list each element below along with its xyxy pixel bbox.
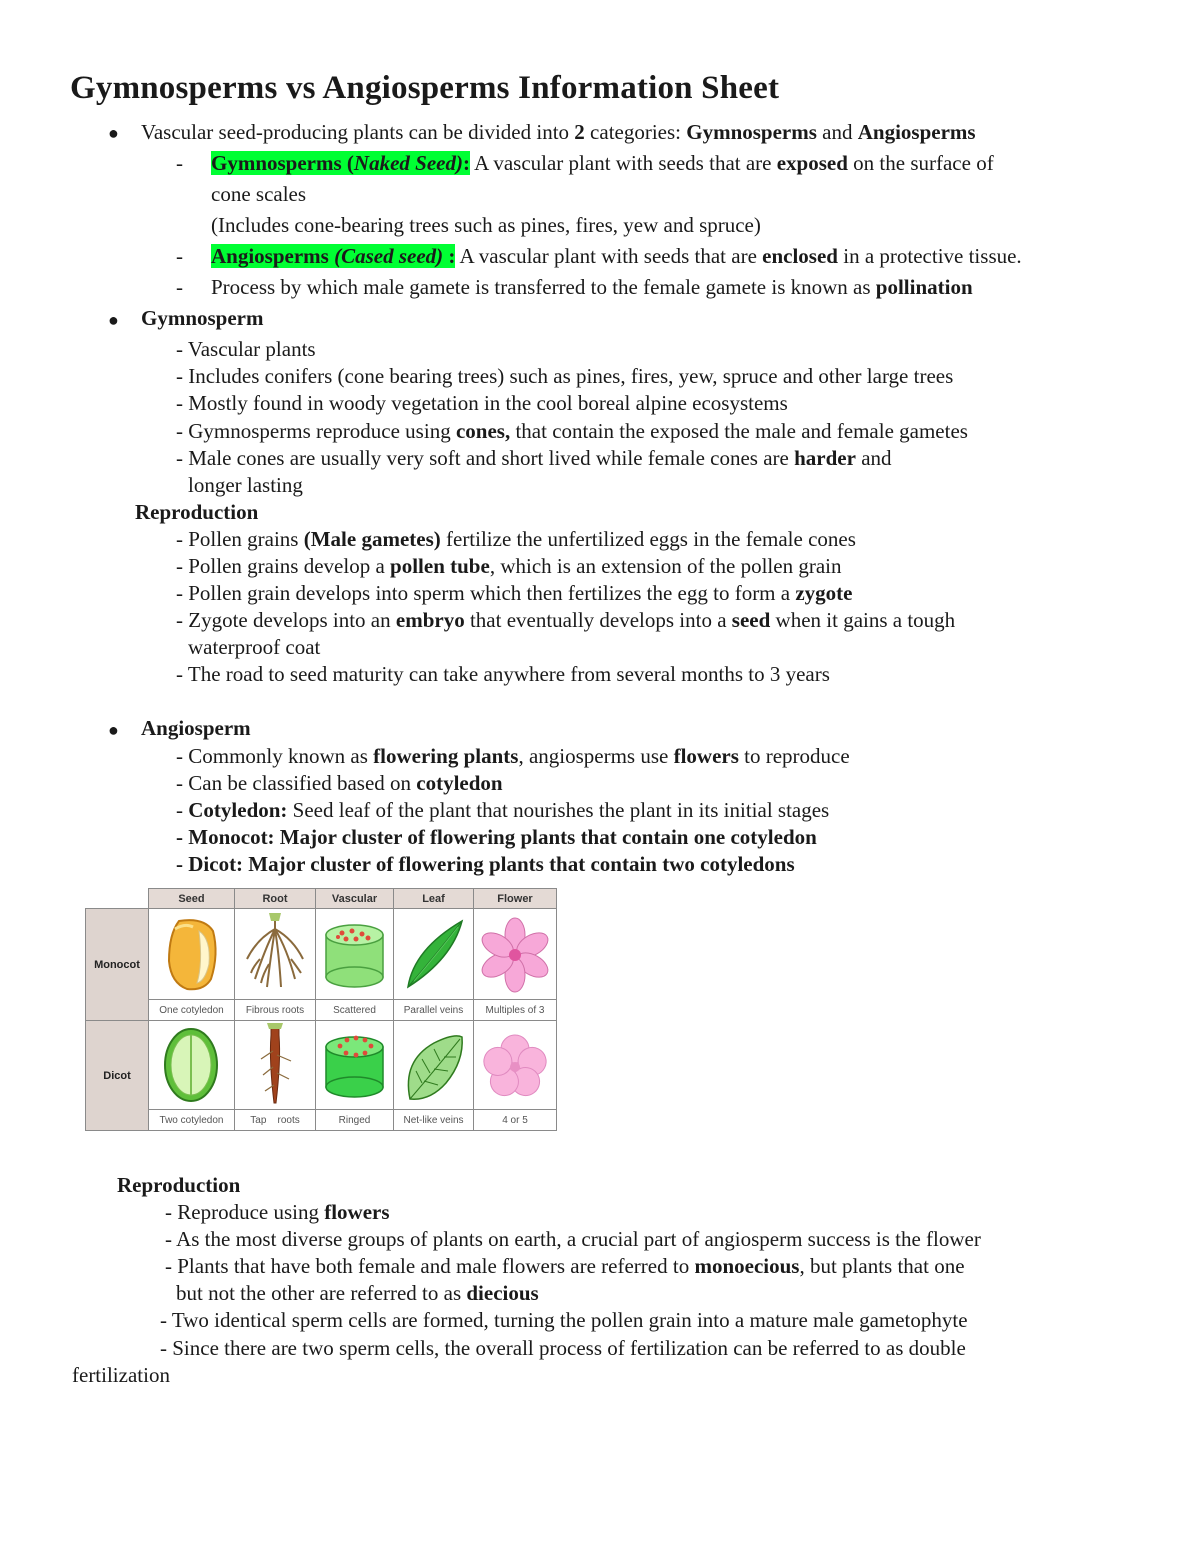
table-header-vascular: Vascular xyxy=(315,888,394,909)
angio-line-5: - Dicot: Major cluster of flowering plants that contain two cotyledons xyxy=(176,852,795,876)
monocot-leaf-image xyxy=(393,908,474,1000)
highlighted-term: Gymnosperms (Naked Seed): xyxy=(211,151,470,175)
monocot-vascular-caption: Scattered xyxy=(315,999,394,1021)
gymno-repro-1: - Pollen grains (Male gametes) fertilize the unfertilized eggs in the female cones xyxy=(176,527,856,551)
dash: - xyxy=(176,244,183,268)
page-title: Gymnosperms vs Angiosperms Information Sheet xyxy=(70,70,780,106)
gymno-reproduction-heading: Reproduction xyxy=(135,500,259,524)
dash: - xyxy=(176,151,183,175)
monocot-vascular-image xyxy=(315,908,394,1000)
angio-repro-3-cont: but not the other are referred to as diecious xyxy=(176,1281,539,1305)
gymno-repro-4: - Zygote develops into an embryo that eventually develops into a seed when it gains a tough xyxy=(176,608,956,632)
gymno-repro-4-cont: waterproof coat xyxy=(188,635,321,659)
angiosperm-heading: Angiosperm xyxy=(141,716,251,740)
gymno-line-2: - Includes conifers (cone bearing trees) such as pines, fires, yew, spruce and other large trees xyxy=(176,364,954,388)
angio-repro-3: - Plants that have both female and male flowers are referred to monoecious, but plants that one xyxy=(165,1254,965,1278)
angio-repro-4: - Two identical sperm cells are formed, turning the pollen grain into a mature male gametophyte xyxy=(160,1308,968,1332)
gymnosperm-definition-cont: cone scales xyxy=(211,182,307,206)
gymnosperm-examples: (Includes cone-bearing trees such as pines, fires, yew and spruce) xyxy=(211,213,761,237)
angiosperm-definition: Angiosperms (Cased seed) : A vascular plant with seeds that are enclosed in a protective tissue. xyxy=(211,244,1022,268)
gymno-line-4: - Gymnosperms reproduce using cones, that contain the exposed the male and female gametes xyxy=(176,419,968,443)
gymno-line-5-cont: longer lasting xyxy=(188,473,303,497)
gymnosperm-heading: Gymnosperm xyxy=(141,306,264,330)
bullet-icon: ● xyxy=(108,310,119,330)
dicot-flower-caption: 4 or 5 xyxy=(473,1109,557,1131)
table-corner xyxy=(85,888,149,909)
monocot-flower-image xyxy=(473,908,557,1000)
dicot-root-caption: Tap roots xyxy=(234,1109,316,1131)
gymno-repro-2: - Pollen grains develop a pollen tube, which is an extension of the pollen grain xyxy=(176,554,842,578)
monocot-dicot-table xyxy=(85,888,557,1131)
dicot-vascular-caption: Ringed xyxy=(315,1109,394,1131)
bullet-icon: ● xyxy=(108,720,119,740)
table-header-leaf: Leaf xyxy=(393,888,474,909)
angio-reproduction-heading: Reproduction xyxy=(117,1173,241,1197)
monocot-seed-caption: One cotyledon xyxy=(148,999,235,1021)
gymno-line-5: - Male cones are usually very soft and short lived while female cones are harder and xyxy=(176,446,892,470)
row-label-monocot: Monocot xyxy=(85,908,149,1021)
monocot-root-caption: Fibrous roots xyxy=(234,999,316,1021)
dash: - xyxy=(176,275,183,299)
monocot-leaf-caption: Parallel veins xyxy=(393,999,474,1021)
table-header-root: Root xyxy=(234,888,316,909)
dicot-flower-image xyxy=(473,1020,557,1110)
angio-repro-5-cont: fertilization xyxy=(72,1363,170,1387)
table-header-flower: Flower xyxy=(473,888,557,909)
angio-repro-5: - Since there are two sperm cells, the overall process of fertilization can be referred to as double xyxy=(160,1336,966,1360)
bullet-icon: ● xyxy=(108,123,119,143)
gymnosperm-definition: Gymnosperms (Naked Seed): A vascular plant with seeds that are exposed on the surface of xyxy=(211,151,994,175)
angio-line-3: - Cotyledon: Seed leaf of the plant that nourishes the plant in its initial stages xyxy=(176,798,830,822)
angio-line-1: - Commonly known as flowering plants, angiosperms use flowers to reproduce xyxy=(176,744,850,768)
angio-line-4: - Monocot: Major cluster of flowering plants that contain one cotyledon xyxy=(176,825,817,849)
dicot-vascular-image xyxy=(315,1020,394,1110)
row-label-dicot: Dicot xyxy=(85,1020,149,1131)
dicot-seed-image xyxy=(148,1020,235,1110)
dicot-leaf-caption: Net-like veins xyxy=(393,1109,474,1131)
dicot-seed-caption: Two cotyledon xyxy=(148,1109,235,1131)
intro-line: Vascular seed-producing plants can be divided into 2 categories: Gymnosperms and Angiosperms xyxy=(141,120,976,144)
monocot-root-image xyxy=(234,908,316,1000)
angio-line-2: - Can be classified based on cotyledon xyxy=(176,771,503,795)
pollination-definition: Process by which male gamete is transferred to the female gamete is known as pollination xyxy=(211,275,973,299)
dicot-leaf-image xyxy=(393,1020,474,1110)
gymno-line-1: - Vascular plants xyxy=(176,337,316,361)
gymno-line-3: - Mostly found in woody vegetation in the cool boreal alpine ecosystems xyxy=(176,391,788,415)
gymno-repro-3: - Pollen grain develops into sperm which then fertilizes the egg to form a zygote xyxy=(176,581,853,605)
gymno-repro-5: - The road to seed maturity can take anywhere from several months to 3 years xyxy=(176,662,830,686)
monocot-flower-caption: Multiples of 3 xyxy=(473,999,557,1021)
highlighted-term: Angiosperms (Cased seed) : xyxy=(211,244,456,268)
dicot-root-image xyxy=(234,1020,316,1110)
monocot-seed-image xyxy=(148,908,235,1000)
angio-repro-2: - As the most diverse groups of plants on earth, a crucial part of angiosperm success is the flower xyxy=(165,1227,981,1251)
angio-repro-1: - Reproduce using flowers xyxy=(165,1200,390,1224)
table-header-seed: Seed xyxy=(148,888,235,909)
